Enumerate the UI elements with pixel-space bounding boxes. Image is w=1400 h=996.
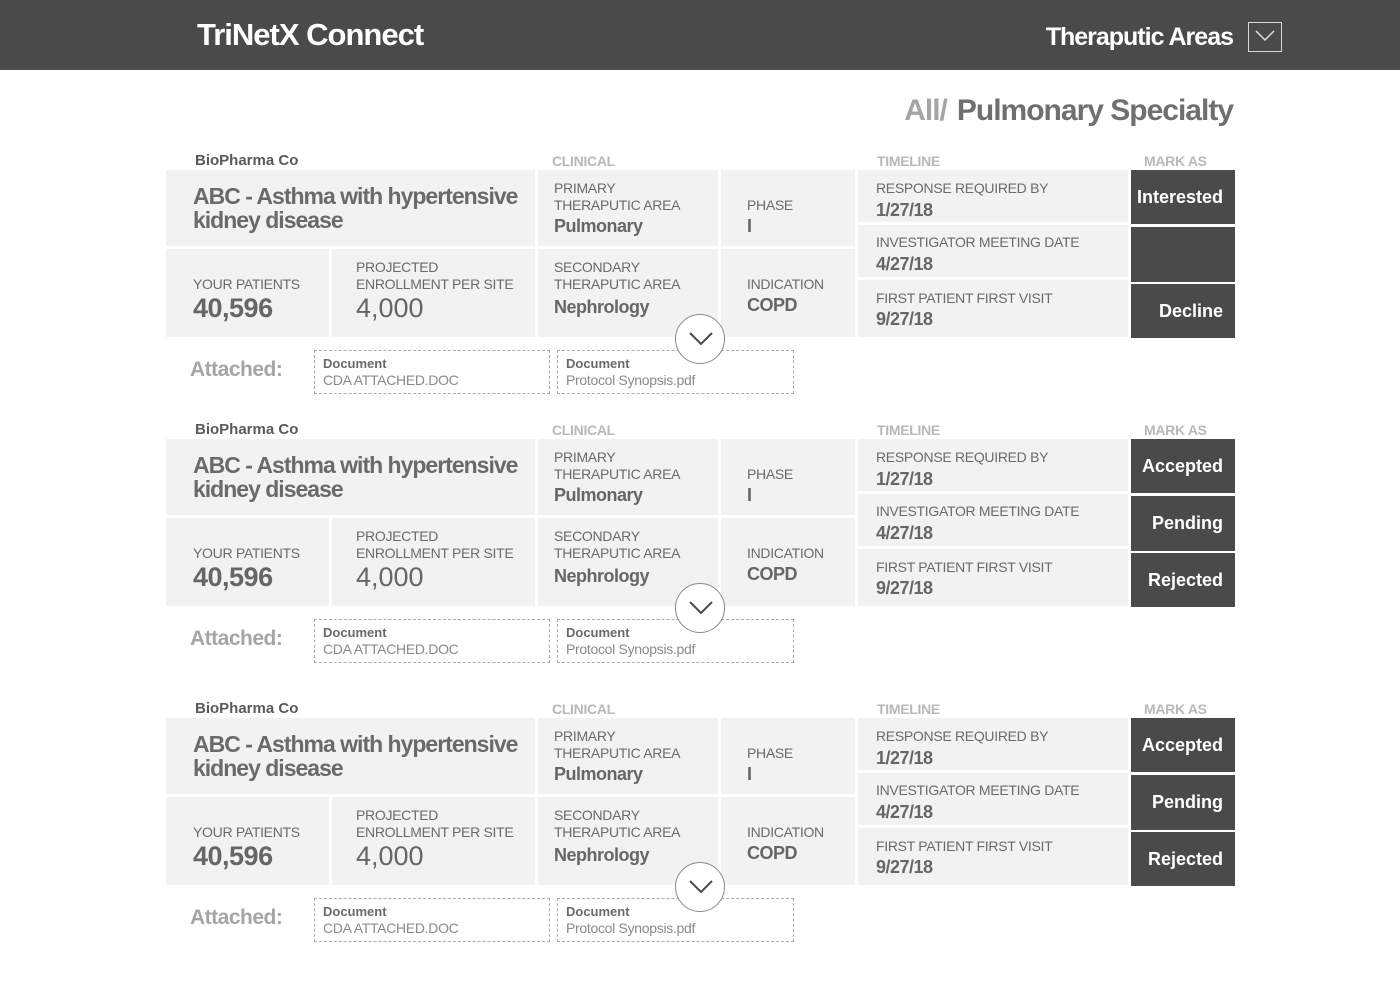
- mark-as-header: MARK AS: [1144, 422, 1207, 438]
- response-required-cell: [858, 718, 1128, 770]
- phase-value: I: [747, 485, 752, 505]
- response-required-date: 1/27/18: [876, 200, 933, 220]
- document-attachment[interactable]: [314, 350, 550, 394]
- attached-label: Attached:: [190, 906, 283, 929]
- document-type: Document: [323, 625, 387, 640]
- document-attachment[interactable]: [557, 350, 794, 394]
- primary-area-label: PRIMARY THERAPUTIC AREA: [554, 449, 681, 482]
- phase-cell: [721, 170, 855, 246]
- timeline-header: TIMELINE: [877, 153, 940, 169]
- indication-value: COPD: [747, 564, 798, 584]
- therapeutic-areas-label[interactable]: Theraputic Areas: [1045, 23, 1233, 51]
- therapeutic-areas-dropdown[interactable]: [1248, 22, 1282, 52]
- top-bar: [0, 0, 1400, 70]
- projected-enrollment-label: PROJECTED ENROLLMENT PER SITE: [356, 528, 514, 561]
- your-patients-value: 40,596: [193, 562, 273, 592]
- first-patient-visit-label: FIRST PATIENT FIRST VISIT: [876, 838, 1053, 854]
- expand-details-button[interactable]: [675, 583, 725, 633]
- response-required-date: 1/27/18: [876, 469, 933, 489]
- investigator-meeting-label: INVESTIGATOR MEETING DATE: [876, 782, 1080, 798]
- projected-enrollment-value: 4,000: [356, 841, 424, 871]
- investigator-meeting-cell: [858, 494, 1128, 546]
- secondary-area-value: Nephrology: [554, 566, 650, 586]
- chevron-down-icon: [689, 332, 713, 346]
- investigator-meeting-cell: [858, 225, 1128, 277]
- study-record: [0, 153, 1400, 423]
- study-record: [0, 701, 1400, 971]
- mark-option-3-button[interactable]: Rejected: [1131, 832, 1235, 886]
- clinical-header: CLINICAL: [552, 701, 615, 717]
- phase-label: PHASE: [747, 745, 793, 761]
- primary-area-cell: [538, 439, 718, 515]
- response-required-date: 1/27/18: [876, 748, 933, 768]
- chevron-down-icon: [689, 880, 713, 894]
- study-title: ABC - Asthma with hypertensive kidney disease: [193, 183, 518, 233]
- your-patients-label: YOUR PATIENTS: [193, 824, 300, 840]
- primary-area-cell: [538, 718, 718, 794]
- secondary-area-label: SECONDARY THERAPUTIC AREA: [554, 528, 681, 561]
- timeline-header: TIMELINE: [877, 701, 940, 717]
- projected-enrollment-cell: [332, 797, 535, 885]
- phase-value: I: [747, 216, 752, 236]
- breadcrumb: [904, 94, 1233, 128]
- document-attachment[interactable]: [557, 898, 794, 942]
- primary-area-value: Pulmonary: [554, 216, 643, 236]
- clinical-header: CLINICAL: [552, 422, 615, 438]
- chevron-down-icon: [1255, 30, 1275, 42]
- response-required-label: RESPONSE REQUIRED BY: [876, 180, 1049, 196]
- phase-cell: [721, 718, 855, 794]
- indication-label: INDICATION: [747, 545, 824, 561]
- mark-option-2-button[interactable]: [1131, 227, 1235, 282]
- phase-label: PHASE: [747, 466, 793, 482]
- projected-enrollment-label: PROJECTED ENROLLMENT PER SITE: [356, 259, 514, 292]
- mark-option-1-button[interactable]: Accepted: [1131, 439, 1235, 493]
- mark-option-3-button[interactable]: Rejected: [1131, 553, 1235, 607]
- breadcrumb-all-link[interactable]: All/: [904, 94, 947, 127]
- investigator-meeting-label: INVESTIGATOR MEETING DATE: [876, 234, 1080, 250]
- mark-option-2-button[interactable]: Pending: [1131, 496, 1235, 551]
- clinical-header: CLINICAL: [552, 153, 615, 169]
- primary-area-label: PRIMARY THERAPUTIC AREA: [554, 728, 681, 761]
- phase-value: I: [747, 764, 752, 784]
- document-type: Document: [566, 356, 630, 371]
- your-patients-value: 40,596: [193, 841, 273, 871]
- document-attachment[interactable]: [557, 619, 794, 663]
- first-patient-visit-date: 9/27/18: [876, 578, 933, 598]
- projected-enrollment-cell: [332, 249, 535, 337]
- chevron-down-icon: [689, 601, 713, 615]
- company-name: BioPharma Co: [195, 700, 299, 717]
- document-type: Document: [323, 356, 387, 371]
- indication-cell: [721, 797, 855, 885]
- indication-value: COPD: [747, 843, 798, 863]
- study-title: ABC - Asthma with hypertensive kidney disease: [193, 731, 518, 781]
- attached-label: Attached:: [190, 358, 283, 381]
- attached-label: Attached:: [190, 627, 283, 650]
- primary-area-cell: [538, 170, 718, 246]
- investigator-meeting-date: 4/27/18: [876, 254, 933, 274]
- mark-option-1-button[interactable]: Interested: [1131, 170, 1235, 224]
- indication-cell: [721, 518, 855, 606]
- study-title-cell[interactable]: [166, 170, 535, 246]
- study-title: ABC - Asthma with hypertensive kidney disease: [193, 452, 518, 502]
- phase-label: PHASE: [747, 197, 793, 213]
- company-name: BioPharma Co: [195, 421, 299, 438]
- expand-details-button[interactable]: [675, 314, 725, 364]
- your-patients-cell: [166, 249, 329, 337]
- primary-area-value: Pulmonary: [554, 764, 643, 784]
- document-attachment[interactable]: [314, 898, 550, 942]
- breadcrumb-current: Pulmonary Specialty: [956, 94, 1233, 127]
- your-patients-label: YOUR PATIENTS: [193, 545, 300, 561]
- your-patients-value: 40,596: [193, 293, 273, 323]
- document-type: Document: [566, 904, 630, 919]
- investigator-meeting-label: INVESTIGATOR MEETING DATE: [876, 503, 1080, 519]
- first-patient-visit-cell: [858, 280, 1128, 337]
- projected-enrollment-value: 4,000: [356, 562, 424, 592]
- study-title-cell[interactable]: [166, 439, 535, 515]
- indication-value: COPD: [747, 295, 798, 315]
- indication-label: INDICATION: [747, 824, 824, 840]
- document-name: Protocol Synopsis.pdf: [566, 372, 696, 388]
- your-patients-cell: [166, 518, 329, 606]
- document-name: CDA ATTACHED.DOC: [323, 372, 459, 388]
- first-patient-visit-label: FIRST PATIENT FIRST VISIT: [876, 559, 1053, 575]
- your-patients-label: YOUR PATIENTS: [193, 276, 300, 292]
- secondary-area-label: SECONDARY THERAPUTIC AREA: [554, 807, 681, 840]
- response-required-label: RESPONSE REQUIRED BY: [876, 728, 1049, 744]
- document-type: Document: [323, 904, 387, 919]
- first-patient-visit-date: 9/27/18: [876, 309, 933, 329]
- app-title[interactable]: TriNetX Connect: [197, 17, 424, 52]
- response-required-cell: [858, 170, 1128, 222]
- secondary-area-value: Nephrology: [554, 845, 650, 865]
- document-name: CDA ATTACHED.DOC: [323, 920, 459, 936]
- investigator-meeting-cell: [858, 773, 1128, 825]
- first-patient-visit-date: 9/27/18: [876, 857, 933, 877]
- indication-cell: [721, 249, 855, 337]
- phase-cell: [721, 439, 855, 515]
- projected-enrollment-label: PROJECTED ENROLLMENT PER SITE: [356, 807, 514, 840]
- secondary-area-label: SECONDARY THERAPUTIC AREA: [554, 259, 681, 292]
- mark-as-header: MARK AS: [1144, 701, 1207, 717]
- mark-option-2-button[interactable]: Pending: [1131, 775, 1235, 830]
- your-patients-cell: [166, 797, 329, 885]
- document-name: Protocol Synopsis.pdf: [566, 920, 696, 936]
- response-required-label: RESPONSE REQUIRED BY: [876, 449, 1049, 465]
- primary-area-value: Pulmonary: [554, 485, 643, 505]
- first-patient-visit-cell: [858, 828, 1128, 885]
- investigator-meeting-date: 4/27/18: [876, 523, 933, 543]
- mark-option-1-button[interactable]: Accepted: [1131, 718, 1235, 772]
- response-required-cell: [858, 439, 1128, 491]
- timeline-header: TIMELINE: [877, 422, 940, 438]
- study-title-cell[interactable]: [166, 718, 535, 794]
- company-name: BioPharma Co: [195, 152, 299, 169]
- document-name: CDA ATTACHED.DOC: [323, 641, 459, 657]
- investigator-meeting-date: 4/27/18: [876, 802, 933, 822]
- document-type: Document: [566, 625, 630, 640]
- first-patient-visit-label: FIRST PATIENT FIRST VISIT: [876, 290, 1053, 306]
- document-name: Protocol Synopsis.pdf: [566, 641, 696, 657]
- indication-label: INDICATION: [747, 276, 824, 292]
- primary-area-label: PRIMARY THERAPUTIC AREA: [554, 180, 681, 213]
- secondary-area-value: Nephrology: [554, 297, 650, 317]
- projected-enrollment-cell: [332, 518, 535, 606]
- mark-as-header: MARK AS: [1144, 153, 1207, 169]
- first-patient-visit-cell: [858, 549, 1128, 606]
- mark-option-3-button[interactable]: Decline: [1131, 284, 1235, 338]
- document-attachment[interactable]: [314, 619, 550, 663]
- projected-enrollment-value: 4,000: [356, 293, 424, 323]
- expand-details-button[interactable]: [675, 862, 725, 912]
- study-record: [0, 422, 1400, 692]
